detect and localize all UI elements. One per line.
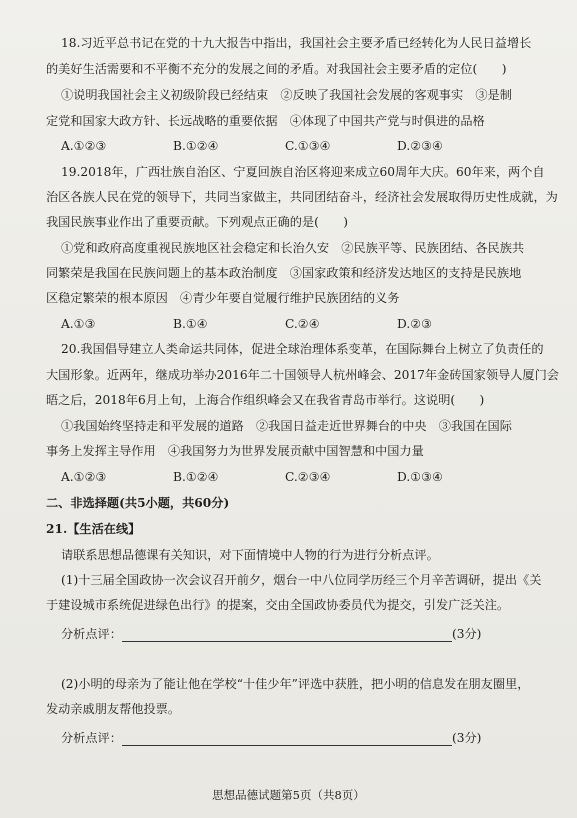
q20-options-line2: 事务上发挥主导作用 ④我国努力为世界发展贡献中国智慧和中国力量 bbox=[46, 444, 424, 458]
q20-choice-d: D.①③④ bbox=[397, 470, 443, 484]
answer-line-2[interactable] bbox=[122, 733, 452, 746]
page-footer: 思想品德试题第5页（共8页） bbox=[212, 788, 365, 802]
q18-stem-line2: 的美好生活需要和不平衡不充分的发展之间的矛盾。对我国社会主要矛盾的定位( ) bbox=[46, 62, 507, 76]
q19-choices bbox=[61, 317, 577, 332]
q18-options-line2: 定党和国家大政方针、长远战略的重要依据 ④体现了中国共产党与时俱进的品格 bbox=[46, 114, 485, 128]
points-label: (3分) bbox=[451, 627, 482, 641]
q19-stem-line2: 治区各族人民在党的领导下，共同当家做主，共同团结奋斗，经济社会发展取得历史性成就，为 bbox=[46, 190, 558, 204]
q18-choice-b: B.①②④ bbox=[173, 139, 219, 153]
q19-stem-line1: 19.2018年，广西壮族自治区、宁夏回族自治区将迎来成立60周年大庆。60年来，两个自 bbox=[61, 165, 545, 179]
q21-part1-answer-row bbox=[61, 627, 577, 642]
q20-stem-line1: 20.我国倡导建立人类命运共同体，促进全球治理体系变革，在国际舞台上树立了负责任的 bbox=[61, 342, 544, 356]
q20-choice-c: C.②③④ bbox=[285, 470, 331, 484]
answer-label: 分析点评： bbox=[61, 627, 122, 641]
q19-choice-c: C.②④ bbox=[285, 317, 320, 331]
q19-options-line2: 同繁荣是我国在民族问题上的基本政治制度 ③国家政策和经济发达地区的支持是民族地 bbox=[46, 266, 522, 280]
q21-part2-line1: (2)小明的母亲为了能让他在学校“十佳少年”评选中获胜，把小明的信息发在朋友圈里， bbox=[61, 677, 530, 691]
q18-options-line1: ①说明我国社会主义初级阶段已经结束 ②反映了我国社会发展的客观事实 ③是制 bbox=[61, 88, 512, 102]
section-heading: 二、非选择题(共5小题，共60分) bbox=[46, 496, 230, 510]
q21-part2-line2: 发动亲戚朋友帮他投票。 bbox=[46, 702, 181, 716]
q20-choice-a: A.①②③ bbox=[61, 470, 107, 484]
q21-part1-line2: 于建设城市系统促进绿色出行》的提案，交由全国政协委员代为提交，引发广泛关注。 bbox=[46, 598, 510, 612]
q21-header: 21.【生活在线】 bbox=[46, 522, 141, 536]
q18-choices bbox=[61, 139, 577, 154]
q21-part1-line1: (1)十三届全国政协一次会议召开前夕，烟台一中八位同学历经三个月辛苦调研，提出《关 bbox=[61, 573, 542, 587]
q18-stem-line1: 18.习近平总书记在党的十九大报告中指出，我国社会主要矛盾已经转化为人民日益增长 bbox=[61, 36, 532, 50]
q20-choice-b: B.①②④ bbox=[173, 470, 219, 484]
answer-label: 分析点评： bbox=[61, 731, 122, 745]
q19-choice-d: D.②③ bbox=[397, 317, 433, 331]
answer-line-1[interactable] bbox=[122, 629, 452, 642]
q18-choice-d: D.②③④ bbox=[397, 139, 443, 153]
q20-choices bbox=[61, 470, 577, 485]
q19-stem-line3: 我国民族事业作出了重要贡献。下列观点正确的是( ) bbox=[46, 215, 349, 229]
points-label: (3分) bbox=[451, 731, 482, 745]
q21-intro: 请联系思想品德课有关知识，对下面情境中人物的行为进行分析点评。 bbox=[61, 548, 439, 562]
q20-options-line1: ①我国始终坚持走和平发展的道路 ②我国日益走近世界舞台的中央 ③我国在国际 bbox=[61, 419, 512, 433]
q20-stem-line3: 晤之后，2018年6月上旬，上海合作组织峰会又在我省青岛市举行。这说明( ) bbox=[46, 393, 485, 407]
q19-choice-a: A.①③ bbox=[61, 317, 96, 331]
q19-options-line1: ①党和政府高度重视民族地区社会稳定和长治久安 ②民族平等、民族团结、各民族共 bbox=[61, 241, 525, 255]
q19-options-line3: 区稳定繁荣的根本原因 ④青少年要自觉履行维护民族团结的义务 bbox=[46, 291, 400, 305]
q19-choice-b: B.①④ bbox=[173, 317, 208, 331]
q18-choice-c: C.①③④ bbox=[285, 139, 331, 153]
q20-stem-line2: 大国形象。近两年，继成功举办2016年二十国领导人杭州峰会、2017年金砖国家领导人厦门会 bbox=[46, 368, 559, 382]
q21-part2-answer-row bbox=[61, 731, 577, 746]
q18-choice-a: A.①②③ bbox=[61, 139, 107, 153]
